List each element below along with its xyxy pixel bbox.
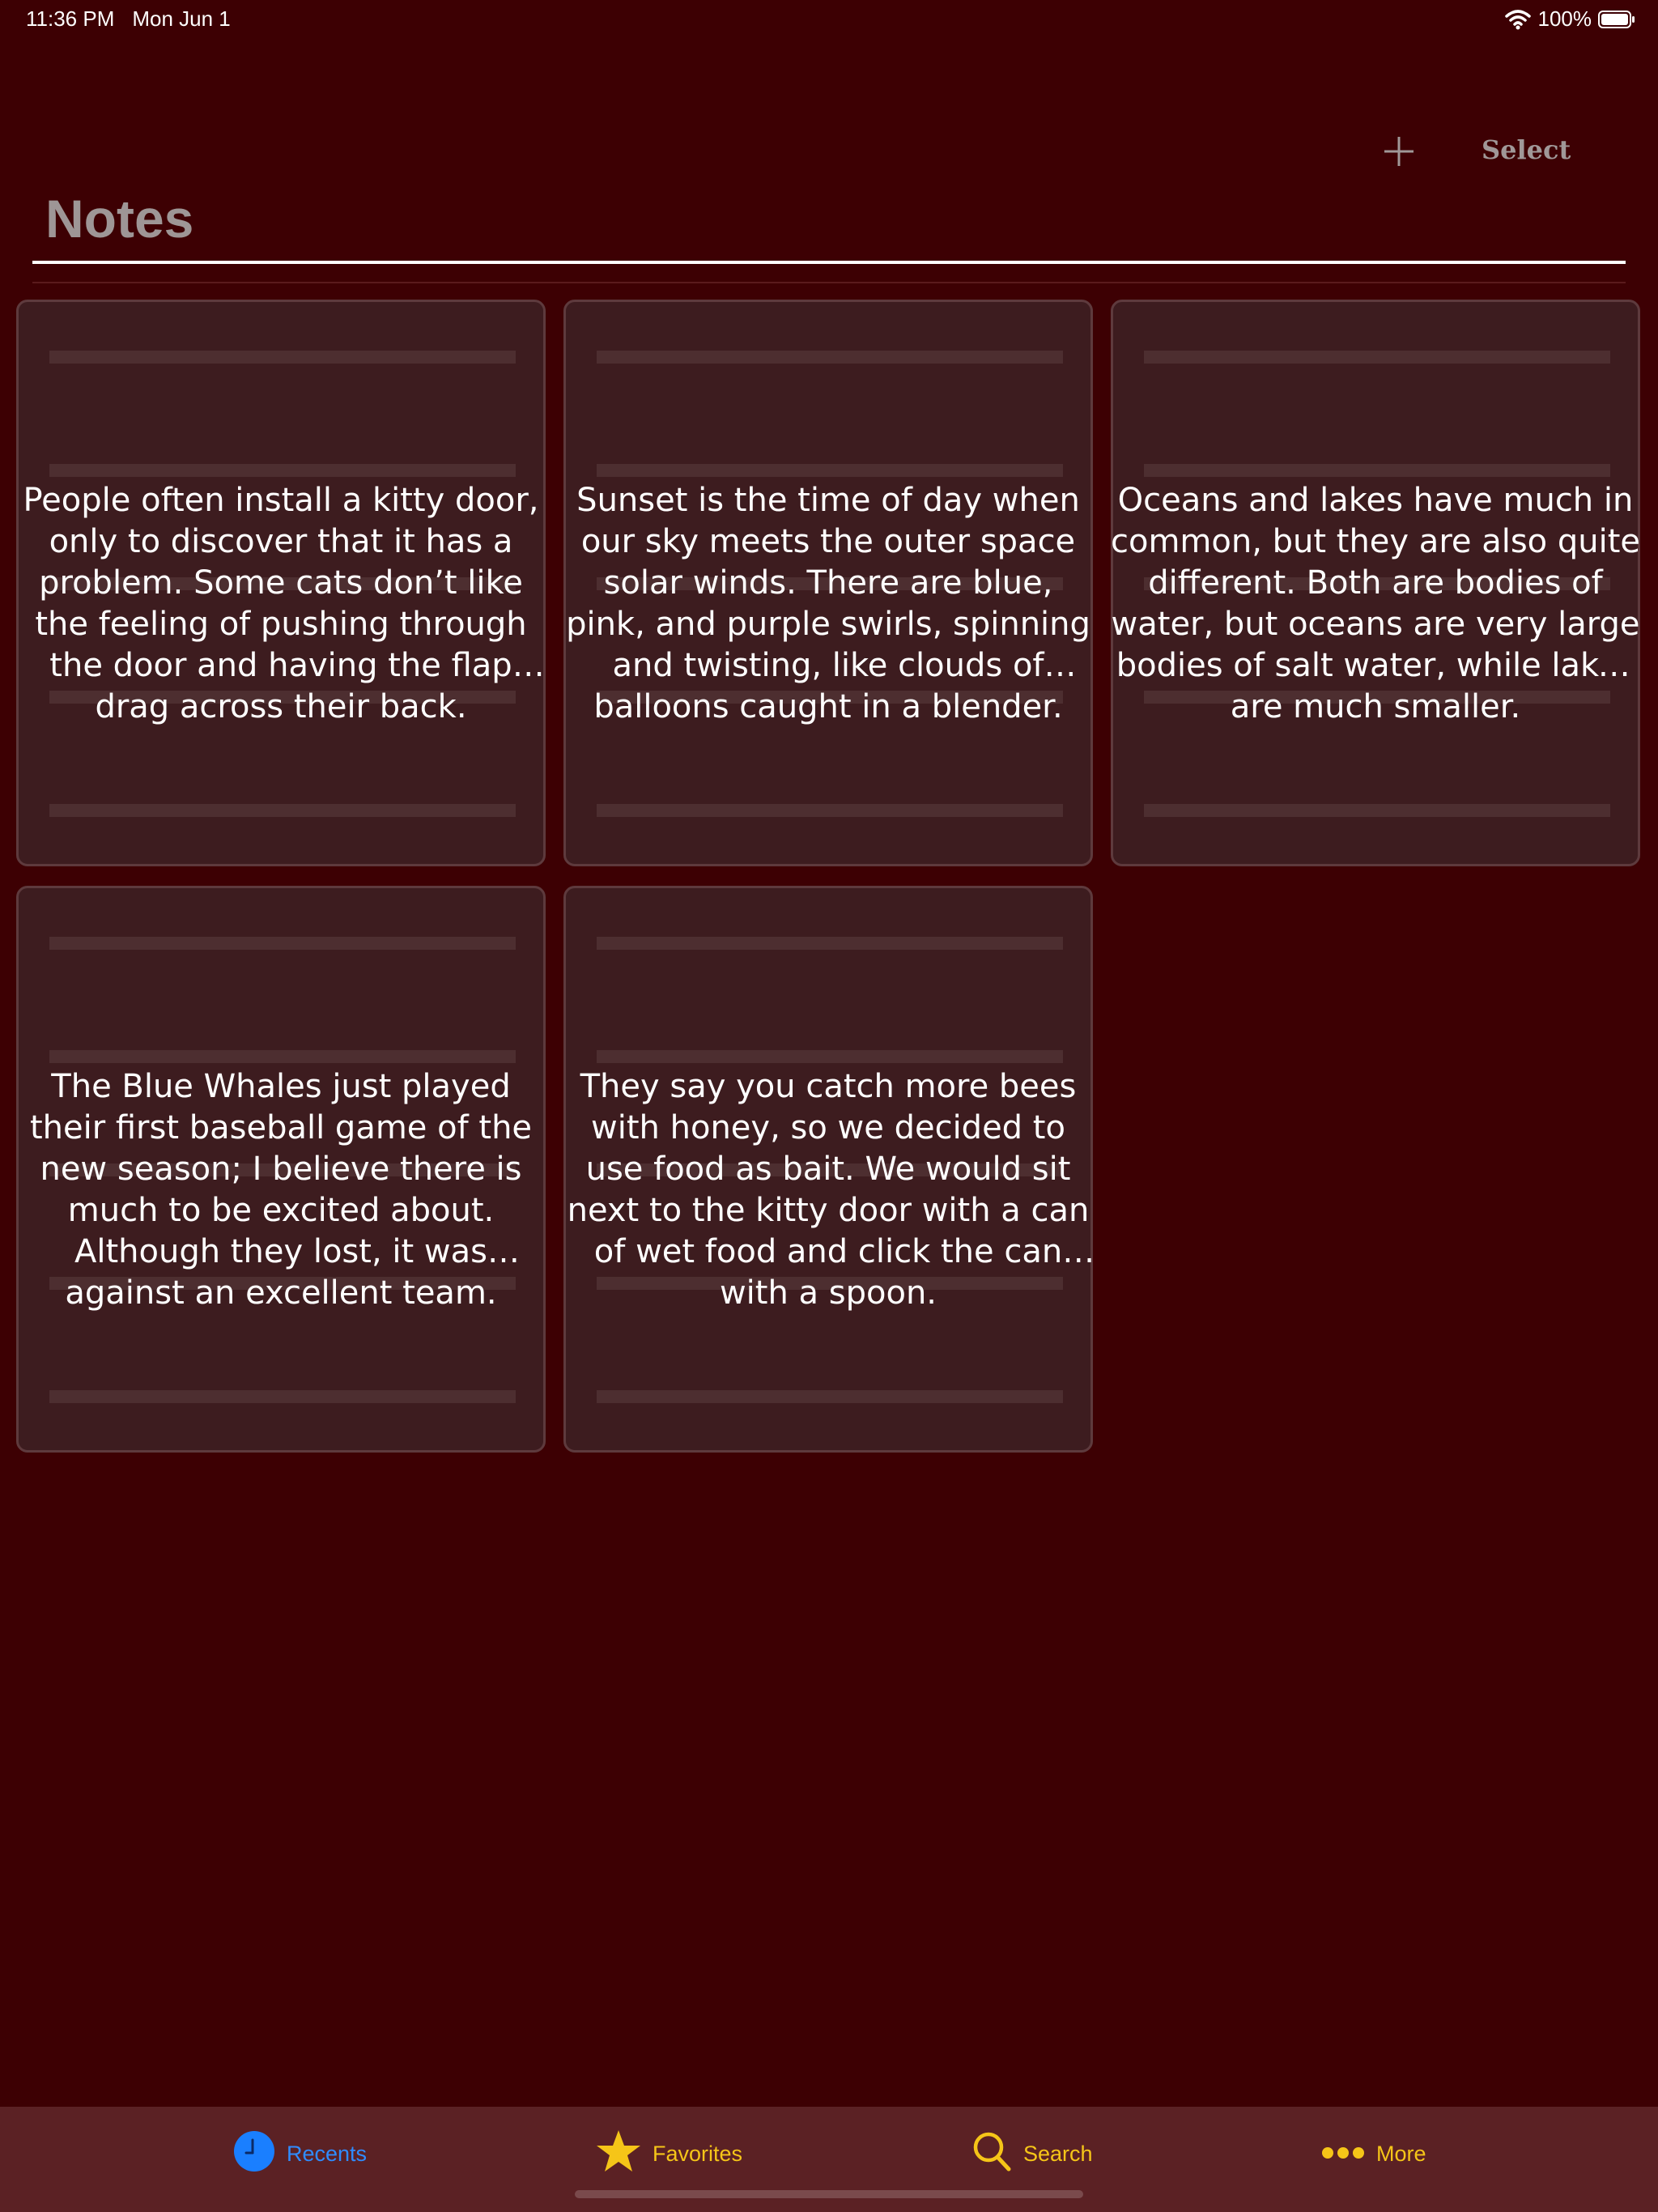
tab-label: Search bbox=[1023, 2141, 1093, 2166]
note-card[interactable] bbox=[16, 300, 546, 866]
battery-percent: 100% bbox=[1537, 6, 1592, 31]
tab-label: Favorites bbox=[653, 2141, 743, 2166]
note-rule-line bbox=[597, 1050, 1063, 1063]
note-card[interactable] bbox=[563, 886, 1093, 1453]
note-preview-text: Sunset is the time of day when our sky meets the outer space solar winds. There are blue, pink, and purple swirls, spinning and twisting, like clouds of balloons caught in a blender. bbox=[566, 482, 1090, 725]
header-actions bbox=[1328, 121, 1652, 178]
status-right bbox=[1504, 6, 1636, 32]
tab-search[interactable] bbox=[971, 2131, 1093, 2176]
note-rule-line bbox=[49, 351, 516, 364]
note-preview-text: Oceans and lakes have much in common, but they are also quite different. Both are bodies of water, but oceans are very large bodies of salt water, while lakes are much smaller. bbox=[1110, 482, 1641, 725]
note-rule-line bbox=[49, 1050, 516, 1063]
note-rule-line bbox=[597, 804, 1063, 817]
note-rule-line bbox=[49, 1390, 516, 1403]
note-rule-line bbox=[1144, 351, 1610, 364]
note-rule-line bbox=[49, 804, 516, 817]
tab-label: Recents bbox=[287, 2141, 368, 2166]
note-preview-text: They say you catch more bees with honey, so we decided to use food as bait. We would sit next to the kitty door with a can of wet food and click the can with a spoon. bbox=[567, 1068, 1090, 1312]
note-rule-line bbox=[597, 1390, 1063, 1403]
note-rule-line bbox=[1144, 804, 1610, 817]
wifi-icon bbox=[1504, 9, 1532, 30]
note-card[interactable] bbox=[1111, 300, 1640, 866]
note-preview-text: People often install a kitty door, only to discover that it has a problem. Some cats don’t like the feeling of pushing through the door and having the flap drag across their back. bbox=[23, 482, 539, 725]
note-card[interactable] bbox=[16, 886, 546, 1453]
note-rule-line bbox=[597, 351, 1063, 364]
note-preview-text: The Blue Whales just played their first baseball game of the new season; I believe there is much to be excited about. Although they lost, it was against an excellent team. bbox=[29, 1068, 533, 1312]
status-time: 11:36 PM bbox=[26, 6, 115, 31]
tab-more[interactable] bbox=[1321, 2131, 1426, 2176]
battery-icon bbox=[1598, 10, 1635, 29]
tab-recents[interactable] bbox=[233, 2131, 367, 2176]
note-rule-line bbox=[1144, 464, 1610, 477]
tab-favorites[interactable] bbox=[596, 2131, 742, 2176]
note-card[interactable] bbox=[563, 300, 1093, 866]
star-icon bbox=[596, 2129, 641, 2179]
status-left bbox=[26, 6, 231, 32]
tab-label: More bbox=[1376, 2141, 1426, 2166]
title-underline bbox=[32, 261, 1626, 264]
more-icon bbox=[1321, 2142, 1365, 2167]
add-note-button[interactable] bbox=[1376, 130, 1422, 175]
note-rule-line bbox=[49, 937, 516, 950]
plus-icon bbox=[1383, 135, 1415, 170]
note-rule-line bbox=[597, 937, 1063, 950]
clock-icon bbox=[233, 2130, 275, 2178]
status-date: Mon Jun 1 bbox=[132, 6, 231, 31]
status-bar bbox=[0, 0, 1658, 39]
title-divider bbox=[32, 282, 1626, 283]
search-icon bbox=[971, 2130, 1012, 2178]
note-rule-line bbox=[49, 464, 516, 477]
note-rule-line bbox=[597, 464, 1063, 477]
select-button[interactable]: Select bbox=[1482, 134, 1571, 165]
page-title: Notes bbox=[45, 189, 194, 249]
home-indicator bbox=[575, 2190, 1083, 2198]
